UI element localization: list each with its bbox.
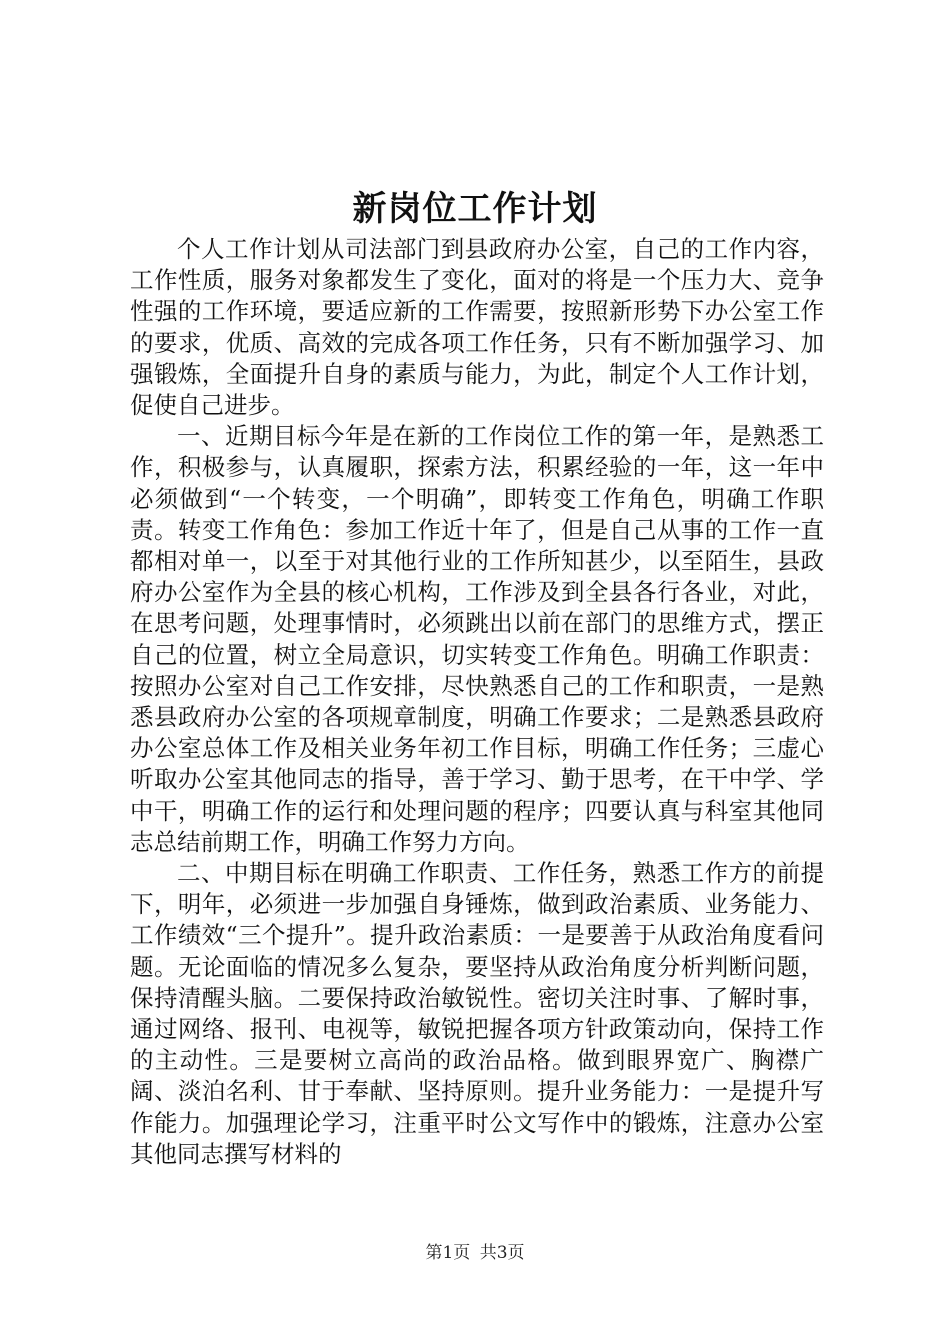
paragraph-intro: 个人工作计划从司法部门到县政府办公室，自己的工作内容，工作性质，服务对象都发生了变化，面对的将是一个压力大、竞争性强的工作环境，要适应新的工作需要，按照新形势下办公室工作的要求，优质、高效的完成各项工作任务，只有不断加强学习、加强锻炼，全面提升自身的素质与能力，为此，制定个人工作计划，促使自己进步。 (130, 235, 824, 420)
page-total: 共3页 (479, 1243, 525, 1263)
paragraph-mid-term-goal: 二、中期目标在明确工作职责、工作任务，熟悉工作方的前提下，明年，必须进一步加强自身锤炼，做到政治素质、业务能力、工作绩效“三个提升”。提升政治素质：一是要善于从政治角度看问题。无论面临的情况多么复杂，要坚持从政治角度分析判断问题，保持清醒头脑。二要保持政治敏锐性。密切关注时事、了解时事，通过网络、报刊、电视等，敏锐把握各项方针政策动向，保持工作的主动性。三是要树立高尚的政治品格。做到眼界宽广、胸襟广阔、淡泊名利、甘于奉献、坚持原则。提升业务能力：一是提升写作能力。加强理论学习，注重平时公文写作中的锻炼，注意办公室其他同志撰写材料的 (130, 859, 824, 1168)
document-title: 新岗位工作计划 (352, 189, 598, 229)
page-footer (0, 1241, 950, 1265)
document-body (130, 234, 824, 1170)
page-number: 第1页 (425, 1243, 471, 1263)
paragraph-short-term-goal: 一、近期目标今年是在新的工作岗位工作的第一年，是熟悉工作，积极参与，认真履职，探索方法，积累经验的一年，这一年中必须做到“一个转变，一个明确”，即转变工作角色，明确工作职责。转变工作角色：参加工作近十年了，但是自己从事的工作一直都相对单一，以至于对其他行业的工作所知甚少，以至陌生，县政府办公室作为全县的核心机构，工作涉及到全县各行各业，对此，在思考问题，处理事情时，必须跳出以前在部门的思维方式，摆正自己的位置，树立全局意识，切实转变工作角色。明确工作职责：按照办公室对自己工作安排，尽快熟悉自己的工作和职责，一是熟悉县政府办公室的各项规章制度，明确工作要求；二是熟悉县政府办公室总体工作及相关业务年初工作目标，明确工作任务；三虚心听取办公室其他同志的指导，善于学习、勤于思考，在干中学、学中干，明确工作的运行和处理问题的程序；四要认真与科室其他同志总结前期工作，明确工作努力方向。 (130, 422, 824, 856)
